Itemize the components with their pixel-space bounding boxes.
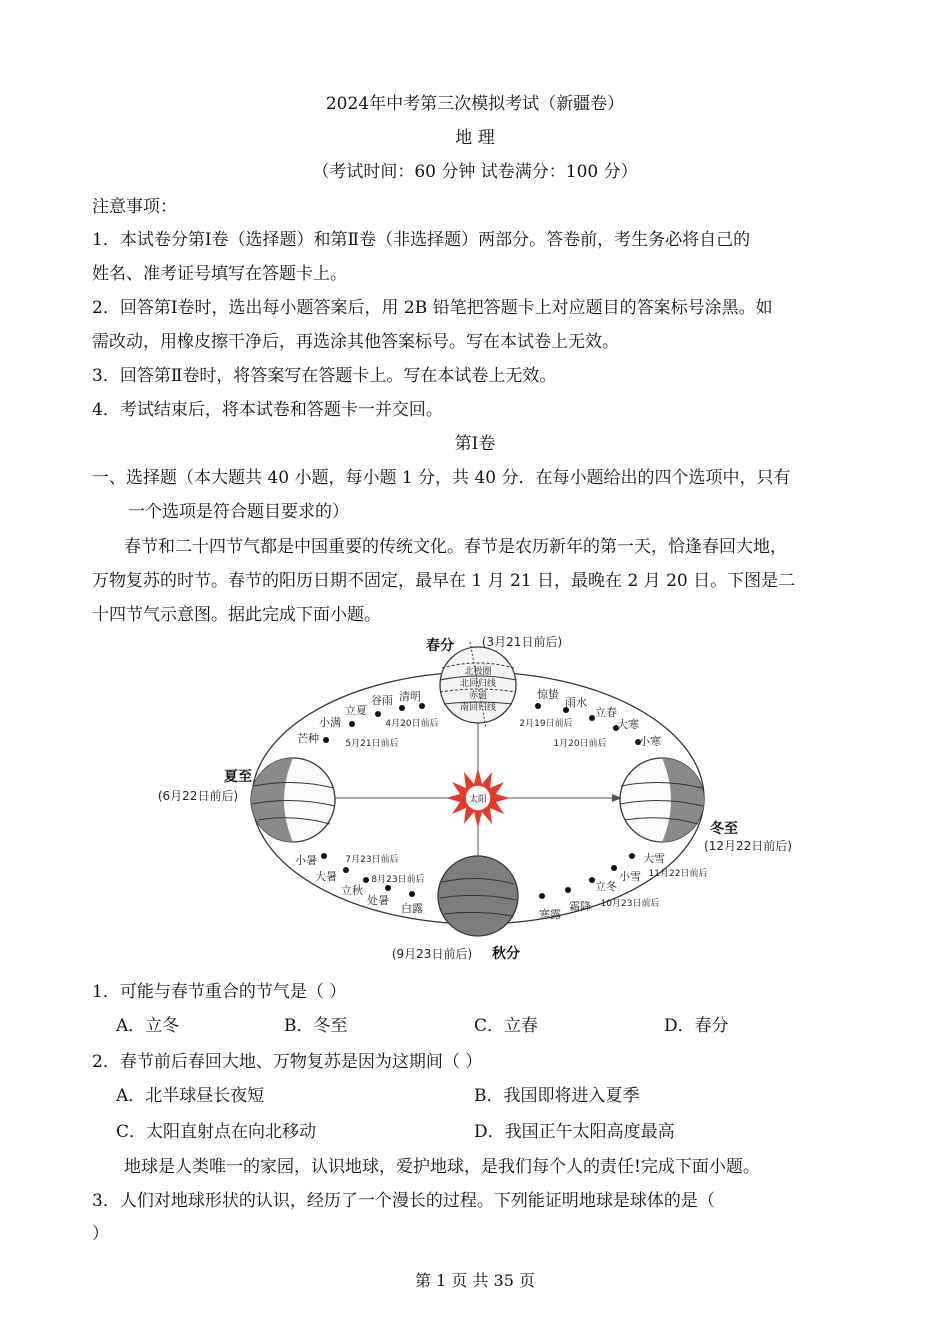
- passage-2: 地球是人类唯一的家园，认识地球，爱护地球，是我们每个人的责任!完成下面小题。: [124, 1157, 760, 1177]
- term-dashu: 大暑: [315, 870, 337, 883]
- question-2-option-a[interactable]: A．北半球昼长夜短: [116, 1086, 265, 1106]
- summer-globe: [251, 758, 335, 842]
- question-3-stem-line-1: 3．人们对地球形状的认识，经历了一个漫长的过程。下列能证明地球是球体的是（: [92, 1191, 715, 1211]
- winter-solstice-label: 冬至: [710, 821, 738, 837]
- term-guyu: 谷雨: [371, 694, 393, 707]
- page-footer: 第 1 页 共 35 页: [415, 1271, 535, 1290]
- autumn-equinox-label: 秋分: [492, 946, 520, 962]
- term-xiaoxue: 小雪: [619, 870, 641, 883]
- solar-terms-diagram: [140, 628, 820, 968]
- date-jul23: 7月23日前后: [345, 855, 399, 865]
- section-intro-line-2: 一个选项是符合题目要求的）: [128, 502, 349, 522]
- passage-1-line-2: 万物复苏的时节。春节的阳历日期不固定，最早在 1 月 21 日，最晚在 2 月 20 日。下图是二: [92, 571, 796, 591]
- passage-1-line-1: 春节和二十四节气都是中国重要的传统文化。春节是农历新年的第一天，恰逢春回大地，: [124, 537, 787, 557]
- parallel-arctic: 北极圈: [464, 667, 492, 677]
- date-may21: 5月21日前后: [345, 739, 399, 749]
- sun-label: 太阳: [468, 795, 488, 805]
- term-bailu: 白露: [401, 902, 423, 915]
- question-1-stem: 1．可能与春节重合的节气是（ ）: [92, 982, 347, 1002]
- notice-heading: 注意事项：: [92, 197, 177, 217]
- passage-1-line-3: 十四节气示意图。据此完成下面小题。: [92, 605, 381, 625]
- question-1-option-b[interactable]: B．冬至: [284, 1016, 348, 1036]
- term-chushu: 处暑: [367, 894, 389, 907]
- solar-terms-figure: [140, 628, 820, 968]
- notice-item-2-line-2: 需改动，用橡皮擦干净后，再选涂其他答案标号。写在本试卷上无效。: [92, 332, 619, 352]
- notice-item-4: 4．考试结束后，将本试卷和答题卡一并交回。: [92, 400, 443, 420]
- date-oct23: 10月23日前后: [600, 899, 660, 909]
- term-lixia: 立夏: [345, 704, 367, 717]
- notice-item-1-line-1: 1．本试卷分第Ⅰ卷（选择题）和第Ⅱ卷（非选择题）两部分。答卷前，考生务必将自己的: [92, 230, 751, 250]
- section-title: 第Ⅰ卷: [454, 434, 496, 454]
- question-2-stem: 2．春节前后春回大地、万物复苏是因为这期间（ ）: [92, 1052, 483, 1072]
- notice-item-2-line-1: 2．回答第Ⅰ卷时，选出每小题答案后，用 2B 铅笔把答题卡上对应题目的答案标号涂黑。如: [92, 298, 773, 318]
- term-liqiu: 立秋: [341, 884, 363, 897]
- exam-info: （考试时间：60 分钟 试卷满分：100 分）: [312, 162, 638, 182]
- term-xiaoman: 小满: [319, 716, 341, 729]
- summer-date-label: (6月22日前后): [157, 789, 239, 803]
- question-1-option-c[interactable]: C．立春: [474, 1016, 539, 1036]
- date-jan20: 1月20日前后: [553, 739, 607, 749]
- date-nov22: 11月22日前后: [648, 869, 708, 879]
- term-lichun: 立春: [595, 706, 617, 719]
- notice-item-3: 3．回答第Ⅱ卷时，将答案写在答题卡上。写在本试卷上无效。: [92, 366, 557, 386]
- spring-equinox-label: 春分: [426, 638, 454, 654]
- term-jingzhe: 惊蛰: [537, 688, 559, 701]
- autumn-date-label: (9月23日前后): [391, 947, 473, 961]
- term-hanlu: 寒露: [539, 908, 561, 921]
- question-2-option-c[interactable]: C．太阳直射点在向北移动: [116, 1122, 317, 1142]
- term-dahan: 大寒: [617, 718, 639, 731]
- term-xiaohan: 小寒: [639, 735, 661, 748]
- term-lidong: 立冬: [595, 880, 617, 893]
- winter-globe: [620, 758, 704, 842]
- spring-date-label: (3月21日前后): [481, 635, 563, 649]
- term-mangzhong: 芒种: [297, 732, 319, 745]
- term-shuangjiang: 霜降: [569, 900, 591, 913]
- exam-title: 2024年中考第三次模拟考试（新疆卷）: [325, 94, 625, 114]
- term-xiaoshu: 小暑: [295, 854, 317, 867]
- question-2-option-d[interactable]: D．我国正午太阳高度最高: [474, 1122, 675, 1142]
- term-yushui: 雨水: [565, 696, 587, 709]
- section-intro-line-1: 一、选择题（本大题共 40 小题，每小题 1 分，共 40 分．在每小题给出的四个选项中，只有: [92, 468, 791, 488]
- question-1-option-a[interactable]: A．立冬: [116, 1016, 180, 1036]
- question-3-stem-line-2: ）: [92, 1224, 109, 1244]
- date-aug23: 8月23日前后: [371, 875, 425, 885]
- date-feb19: 2月19日前后: [519, 719, 573, 729]
- term-qingming: 清明: [399, 690, 421, 703]
- notice-item-1-line-2: 姓名、准考证号填写在答题卡上。: [92, 264, 347, 284]
- question-1-option-d[interactable]: D．春分: [664, 1016, 729, 1036]
- winter-date-label: (12月22日前后): [704, 839, 792, 853]
- parallel-capricorn: 南回归线: [459, 703, 497, 713]
- date-apr20: 4月20日前后: [385, 719, 439, 729]
- summer-solstice-label: 夏至: [224, 769, 252, 785]
- autumn-globe: [438, 856, 518, 936]
- question-2-option-b[interactable]: B．我国即将进入夏季: [474, 1086, 640, 1106]
- term-daxue: 大雪: [643, 852, 665, 865]
- parallel-equator: 赤道: [468, 691, 488, 701]
- subject-title: 地 理: [455, 128, 495, 148]
- parallel-cancer: 北回归线: [459, 679, 497, 689]
